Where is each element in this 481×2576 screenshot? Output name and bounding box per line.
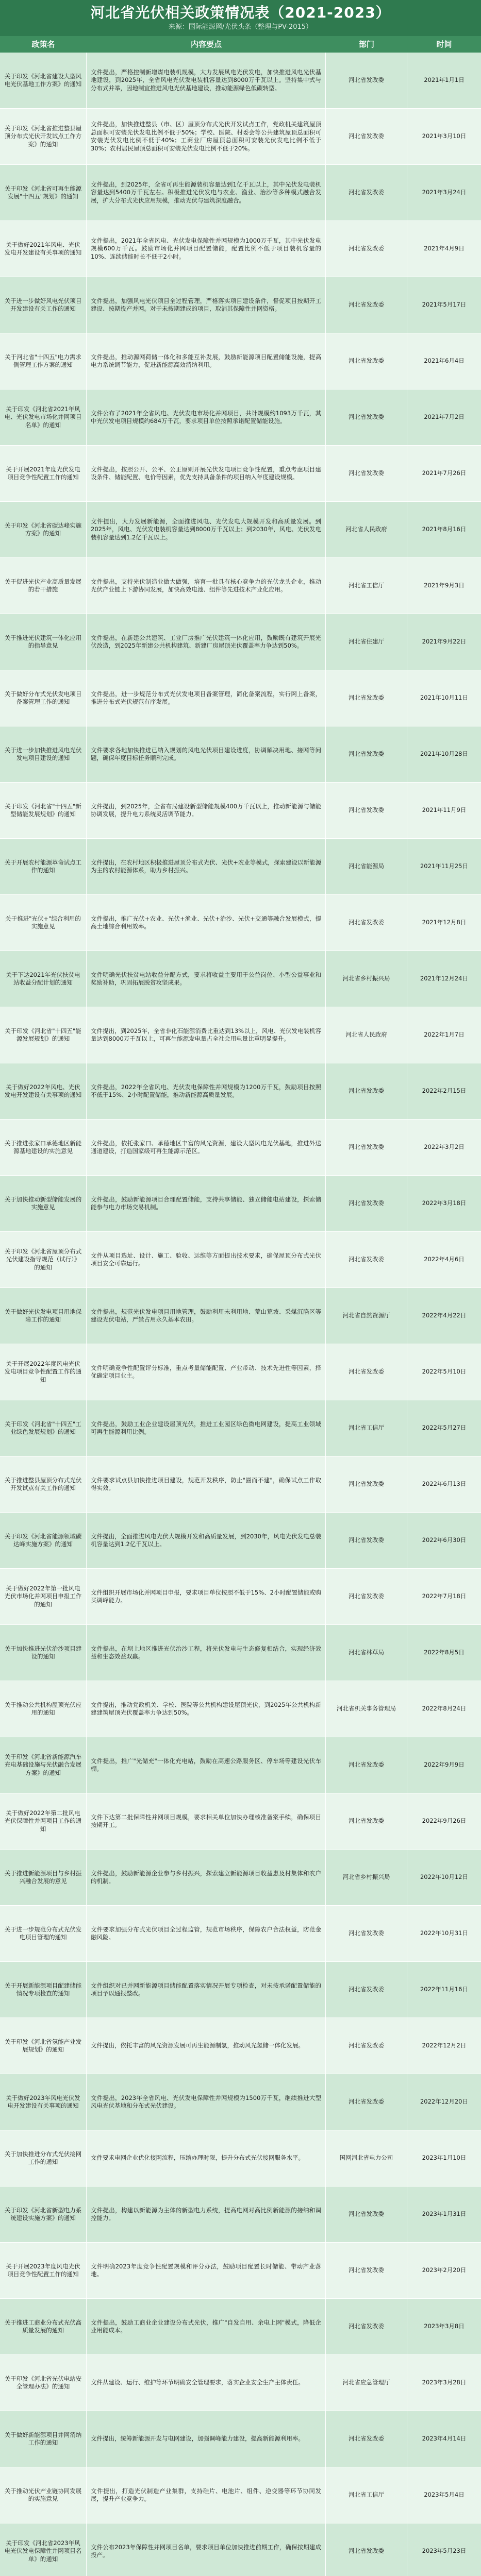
policy-content: 文件提出，依托张家口、承德地区丰富的风光资源，建设大型风电光伏基地，推进外送通道建设，打造国家级可再生能源示范区。 — [87, 1120, 326, 1175]
policy-dept: 河北省工信厅 — [326, 1400, 407, 1456]
table-row — [0, 1793, 481, 1850]
policy-content: 文件明确2023年度竞争性配置规模和评分办法，鼓励项目配置长时储能、带动产业落地。 — [87, 2243, 326, 2298]
policy-time: 2022年5月10日 — [422, 1368, 467, 1376]
policy-time: 2022年12月2日 — [422, 2042, 467, 2049]
policy-dept: 河北省发改委 — [326, 389, 407, 445]
policy-name: 关于印发《河北省2023年风电光伏发电保障性并网项目名单》的通知 — [0, 2523, 87, 2576]
policy-content: 文件提出，推动党政机关、学校、医院等公共机构建设屋顶光伏，到2025年公共机构新建建筑屋顶光伏覆盖率力争达到50%。 — [87, 1681, 326, 1737]
table-row — [0, 558, 481, 614]
policy-content: 文件提出，鼓励新能源项目合理配置储能，支持共享储能、独立储能电站建设，探索储能参与电力市场交易机制。 — [87, 1176, 326, 1231]
policy-dept: 河北省发改委 — [326, 1906, 407, 1961]
table-row — [0, 109, 481, 165]
policy-content: 文件提出，在农村地区积极推进屋顶分布式光伏、光伏+农业等模式，探索建设以新能源为主的农村能源体系，助力乡村振兴。 — [87, 839, 326, 894]
policy-time: 2022年3月2日 — [424, 1143, 465, 1151]
policy-time: 2023年5月4日 — [424, 2491, 465, 2499]
policy-content: 文件提出，加快推进整县（市、区）屋顶分布式光伏开发试点工作，党政机关建筑屋顶总面积可安装光伏发电比例不低于50%；学校、医院、村委会等公共建筑屋顶总面积可安装光伏发电比例不低于40%；工商业厂房屋顶总面积可安装光伏发电比例不低于30%；农村居民屋顶总面积可安装光伏发电比例不低于20%。 — [87, 109, 326, 164]
table-row — [0, 726, 481, 783]
policy-dept: 河北省发改委 — [326, 1456, 407, 1512]
policy-dept: 河北省工信厅 — [326, 2467, 407, 2523]
policy-name: 关于加快推进分布式光伏接网工作的通知 — [0, 2130, 87, 2186]
table-row — [0, 783, 481, 839]
table-row — [0, 951, 481, 1007]
page-title: 河北省光伏相关政策情况表（2021-2023） — [90, 4, 391, 21]
table-row — [0, 165, 481, 221]
column-header-time: 时间 — [436, 40, 452, 49]
table-row — [0, 1569, 481, 1625]
policy-dept: 河北省人民政府 — [326, 502, 407, 557]
policy-time: 2022年9月9日 — [424, 1761, 465, 1769]
policy-dept: 河北省林草局 — [326, 1625, 407, 1681]
policy-name: 关于印发《河北省新型电力系统建设实施方案》的通知 — [0, 2187, 87, 2242]
policy-dept: 河北省发改委 — [326, 895, 407, 951]
policy-name: 关于进一步加快推进风电光伏发电项目建设的通知 — [0, 726, 87, 782]
policy-time: 2021年7月26日 — [422, 469, 467, 477]
table-row — [0, 1232, 481, 1288]
policy-content: 文件提出，大力发展新能源，全面推进风电、光伏发电大规模开发和高质量发展。到2025年，风电、光伏发电装机容量达到8000万千瓦以上；到2030年，风电、光伏发电装机容量达到1.2亿千瓦以上。 — [87, 502, 326, 557]
policy-time: 2021年9月3日 — [424, 582, 465, 589]
policy-name: 关于印发《河北省"十四五"能源发展规划》的通知 — [0, 1007, 87, 1063]
policy-name: 关于开展新能源项目配建储能情况专项检查的通知 — [0, 1962, 87, 2018]
policy-dept: 河北省发改委 — [326, 165, 407, 221]
table-row — [0, 333, 481, 389]
policy-content: 文件提出，2022年全省风电、光伏发电保障性并网规模为1200万千瓦，鼓励项目按照不低于15%、2小时配置储能，推动新能源高质量发展。 — [87, 1063, 326, 1119]
table-row — [0, 2130, 481, 2187]
policy-content: 文件提出，规范光伏发电项目用地管理，鼓励利用未利用地、荒山荒坡、采煤沉陷区等建设光伏电站，严禁占用永久基本农田。 — [87, 1288, 326, 1344]
table-row — [0, 2018, 481, 2074]
policy-dept: 河北省发改委 — [326, 1176, 407, 1231]
policy-time: 2022年10月12日 — [420, 1873, 469, 1881]
policy-dept: 河北省乡村振兴局 — [326, 1850, 407, 1905]
policy-time: 2023年5月23日 — [422, 2547, 467, 2555]
policy-name: 关于推进张家口承德地区新能源基地建设的实施意见 — [0, 1120, 87, 1175]
policy-name: 关于推进光伏建筑一体化应用的指导意见 — [0, 614, 87, 670]
policy-name: 关于开展2023年度风电光伏项目竞争性配置工作的通知 — [0, 2243, 87, 2298]
policy-rows — [0, 53, 481, 2576]
policy-dept: 河北省发改委 — [326, 2018, 407, 2074]
table-row — [0, 1625, 481, 1681]
policy-dept: 河北省发改委 — [326, 2523, 407, 2576]
policy-time: 2022年3月18日 — [422, 1199, 467, 1207]
policy-content: 文件公布了2021年全省风电、光伏发电市场化并网项目，共计规模约1093万千瓦，其中光伏发电项目规模约684万千瓦，要求项目单位按照承诺配置储能设施。 — [87, 389, 326, 445]
policy-name: 关于进一步规范分布式光伏发电项目管理的通知 — [0, 1906, 87, 1961]
policy-name: 关于做好光伏发电项目用地保障工作的通知 — [0, 1288, 87, 1344]
policy-content: 文件提出，全面推进风电光伏大规模开发和高质量发展，到2030年，风电光伏发电总装机容量达到1.2亿千瓦以上。 — [87, 1513, 326, 1568]
policy-content: 文件提出，推广"光储充"一体化充电站，鼓励在高速公路服务区、停车场等建设光伏车棚。 — [87, 1737, 326, 1793]
policy-content: 文件要求电网企业优化接网流程，压缩办理时限，提升分布式光伏接网服务水平。 — [87, 2130, 326, 2186]
policy-time: 2022年12月20日 — [420, 2098, 469, 2106]
policy-dept: 河北省发改委 — [326, 1793, 407, 1849]
policy-time: 2021年5月17日 — [422, 301, 467, 309]
policy-dept: 河北省发改委 — [326, 1063, 407, 1119]
policy-time: 2021年4月9日 — [424, 245, 465, 252]
policy-time: 2022年4月6日 — [424, 1256, 465, 1263]
policy-time: 2021年8月16日 — [422, 526, 467, 533]
policy-content: 文件提出，推动源网荷储一体化和多能互补发展，鼓励新能源项目配置储能设施，提高电力系统调节能力，促进新能源高效消纳利用。 — [87, 333, 326, 389]
policy-time: 2023年1月10日 — [422, 2154, 467, 2162]
policy-name: 关于开展2021年度光伏发电项目竞争性配置工作的通知 — [0, 446, 87, 501]
policy-time: 2021年9月22日 — [422, 638, 467, 646]
table-header — [0, 0, 481, 36]
table-row — [0, 1456, 481, 1513]
table-row — [0, 2243, 481, 2299]
policy-dept: 河北省住建厅 — [326, 614, 407, 670]
policy-content: 文件提出，推广光伏+农业、光伏+渔业、光伏+治沙、光伏+交通等融合发展模式，提高土地综合利用效率。 — [87, 895, 326, 951]
policy-content: 文件提出，严格控制新增煤电装机规模，大力发展风电光伏发电，加快推进风电光伏基地建设，到2025年，全省风电光伏发电装机容量达到8000万千瓦以上。坚持集中式与分布式并举，因地制宜推进风电光伏基地建设，推动能源绿色低碳转型。 — [87, 53, 326, 108]
policy-name: 关于加快推进光伏治沙项目建设的通知 — [0, 1625, 87, 1681]
table-row — [0, 1120, 481, 1176]
column-header-content: 内容要点 — [190, 40, 222, 49]
policy-time: 2023年3月8日 — [424, 2323, 465, 2330]
policy-time: 2022年6月13日 — [422, 1480, 467, 1488]
policy-dept: 河北省发改委 — [326, 2187, 407, 2242]
policy-name: 关于做好2022年第二批风电光伏保障性并网项目工作的通知 — [0, 1793, 87, 1849]
table-row — [0, 1737, 481, 1793]
policy-time: 2023年3月28日 — [422, 2379, 467, 2386]
policy-content: 文件提出，到2025年，全省可再生能源装机容量达到1亿千瓦以上，其中光伏发电装机容量达到5400万千瓦左右。积极推进光伏发电与农业、渔业、治沙等多种模式融合发展，扩大分布式光伏应用规模，推动光伏与建筑深度融合。 — [87, 165, 326, 221]
policy-time: 2021年12月24日 — [420, 975, 469, 982]
policy-content: 文件提出，按照公开、公平、公正原则开展光伏发电项目竞争性配置，重点考虑项目建设条件、储能配置、电价等因素，优先支持具备条件的项目纳入年度建设规模。 — [87, 446, 326, 501]
policy-dept: 河北省发改委 — [326, 446, 407, 501]
policy-name: 关于开展农村能源革命试点工作的通知 — [0, 839, 87, 894]
policy-name: 关于印发《河北省屋顶分布式光伏建设指导规范（试行）》的通知 — [0, 1232, 87, 1287]
policy-name: 关于河北省"十四五"电力需求侧管理工作方案的通知 — [0, 333, 87, 389]
table-row — [0, 2411, 481, 2467]
table-row — [0, 670, 481, 726]
policy-content: 文件提出，打造光伏制造产业集群，支持硅片、电池片、组件、逆变器等环节协同发展，提升产业竞争力。 — [87, 2467, 326, 2523]
policy-name: 关于推动公共机构屋顶光伏应用的通知 — [0, 1681, 87, 1737]
table-row — [0, 1288, 481, 1344]
policy-dept: 河北省乡村振兴局 — [326, 951, 407, 1007]
policy-content: 文件提出，鼓励工商业企业建设分布式光伏，推广"自发自用、余电上网"模式，降低企业用能成本。 — [87, 2299, 326, 2354]
policy-name: 关于做好2022年第一批风电光伏市场化并网项目申报工作的通知 — [0, 1569, 87, 1624]
policy-time: 2021年3月24日 — [422, 189, 467, 196]
policy-dept: 河北省发改委 — [326, 1120, 407, 1175]
policy-content: 文件明确竞争性配置评分标准，重点考量储能配置、产业带动、技术先进性等因素，择优确定项目业主。 — [87, 1344, 326, 1400]
policy-name: 关于印发《河北省可再生能源发展"十四五"规划》的通知 — [0, 165, 87, 221]
policy-time: 2022年8月5日 — [424, 1649, 465, 1656]
policy-time: 2021年12月8日 — [422, 919, 467, 926]
policy-dept: 河北省发改委 — [326, 109, 407, 164]
policy-name: 关于做好2021年风电、光伏发电开发建设有关事项的通知 — [0, 221, 87, 277]
policy-time: 2022年2月15日 — [422, 1087, 467, 1095]
policy-dept: 河北省发改委 — [326, 2411, 407, 2467]
policy-content: 文件提出，在坝上地区推进光伏治沙工程，将光伏发电与生态修复相结合，实现经济效益和生态效益双赢。 — [87, 1625, 326, 1681]
policy-name: 关于印发《河北省氢能产业发展规划》的通知 — [0, 2018, 87, 2074]
policy-name: 关于做好2023年风电光伏发电开发建设有关事项的通知 — [0, 2074, 87, 2130]
policy-dept: 河北省发改委 — [326, 1344, 407, 1400]
table-row — [0, 1007, 481, 1063]
policy-name: 关于印发《河北省"十四五"新型储能发展规划》的通知 — [0, 783, 87, 838]
policy-content: 文件要求加强分布式光伏项目全过程监管，规范市场秩序，保障农户合法权益，防范金融风险。 — [87, 1906, 326, 1961]
policy-dept: 河北省发改委 — [326, 1962, 407, 2018]
column-header-dept: 部门 — [358, 40, 374, 49]
policy-content: 文件下达第二批保障性并网项目规模，要求相关单位加快办理核准备案手续，确保项目按期开工。 — [87, 1793, 326, 1849]
table-row — [0, 2467, 481, 2523]
table-row — [0, 614, 481, 670]
policy-dept: 河北省发改委 — [326, 2243, 407, 2298]
policy-dept: 国网河北省电力公司 — [326, 2130, 407, 2186]
policy-content: 文件提出，2021年全省风电、光伏发电保障性并网规模为1000万千瓦，其中光伏发电规模600万千瓦。鼓励市场化并网项目配置储能，配置比例不低于项目装机容量的10%、连续储能时长不低于2小时。 — [87, 221, 326, 277]
policy-name: 关于印发《河北省建设大型风电光伏基地工作方案》的通知 — [0, 53, 87, 108]
policy-time: 2022年4月22日 — [422, 1312, 467, 1319]
policy-time: 2023年2月20日 — [422, 2266, 467, 2274]
policy-content: 文件要求试点县加快推进项目建设，规范开发秩序，防止"圈而不建"，确保试点工作取得实效。 — [87, 1456, 326, 1512]
table-row — [0, 221, 481, 277]
source-note: 来源：国际能源网/光伏头条（整理与PV-2015） — [168, 23, 313, 31]
policy-content: 文件明确光伏扶贫电站收益分配方式，要求将收益主要用于公益岗位、小型公益事业和奖励补助，巩固拓展脱贫攻坚成果。 — [87, 951, 326, 1007]
table-row — [0, 2355, 481, 2411]
policy-content: 文件提出，2023年全省风电、光伏发电保障性并网规模为1500万千瓦，继续推进大型风电光伏基地和分布式光伏建设。 — [87, 2074, 326, 2130]
table-row — [0, 446, 481, 502]
table-row — [0, 2074, 481, 2130]
policy-dept: 河北省工信厅 — [326, 558, 407, 614]
policy-time: 2021年10月11日 — [420, 694, 469, 702]
policy-time: 2022年9月26日 — [422, 1817, 467, 1825]
policy-content: 文件提出，支持光伏制造业做大做强，培育一批具有核心竞争力的光伏龙头企业，推动光伏产业链上下游协同发展，加快高效电池、组件等先进技术产业化应用。 — [87, 558, 326, 614]
policy-name: 关于开展2022年度风电光伏发电项目竞争性配置工作的通知 — [0, 1344, 87, 1400]
policy-dept: 河北省发改委 — [326, 2299, 407, 2354]
policy-dept: 河北省发改委 — [326, 783, 407, 838]
policy-name: 关于印发《河北省碳达峰实施方案》的通知 — [0, 502, 87, 557]
table-row — [0, 53, 481, 109]
policy-name: 关于印发《河北省2021年风电、光伏发电市场化并网项目名单》的通知 — [0, 389, 87, 445]
policy-dept: 河北省机关事务管理局 — [326, 1681, 407, 1737]
table-row — [0, 1962, 481, 2018]
policy-dept: 河北省发改委 — [326, 333, 407, 389]
policy-time: 2021年1月1日 — [424, 76, 465, 84]
table-row — [0, 2187, 481, 2243]
policy-content: 文件提出，鼓励新能源企业参与乡村振兴，探索建立新能源项目收益惠及村集体和农户的机制。 — [87, 1850, 326, 1905]
policy-name: 关于推进新能源项目与乡村振兴融合发展的意见 — [0, 1850, 87, 1905]
table-row — [0, 1063, 481, 1120]
table-row — [0, 502, 481, 558]
policy-time: 2023年1月31日 — [422, 2210, 467, 2218]
policy-dept: 河北省发改委 — [326, 670, 407, 726]
policy-name: 关于推进工商业分布式光伏高质量发展的通知 — [0, 2299, 87, 2354]
policy-name: 关于进一步做好风电光伏项目开发建设有关工作的通知 — [0, 277, 87, 333]
policy-time: 2021年6月4日 — [424, 357, 465, 365]
policy-time: 2022年7月18日 — [422, 1592, 467, 1600]
policy-time: 2022年6月30日 — [422, 1536, 467, 1544]
policy-time: 2022年1月7日 — [424, 1031, 465, 1039]
table-row — [0, 2299, 481, 2355]
policy-content: 文件提出，构建以新能源为主体的新型电力系统，提高电网对高比例新能源的接纳和调控能力。 — [87, 2187, 326, 2242]
policy-time: 2022年8月24日 — [422, 1705, 467, 1713]
policy-content: 文件提出，依托丰富的风光资源发展可再生能源制氢，推动风光氢储一体化发展。 — [87, 2018, 326, 2074]
table-row — [0, 1681, 481, 1737]
policy-dept: 河北省发改委 — [326, 53, 407, 108]
table-row — [0, 1906, 481, 1962]
policy-content: 文件提出，加强风电光伏项目全过程管理，严格落实项目建设条件，督促项目按期开工建设、按期投产并网。对于未按期建成的项目，取消其保障性并网资格。 — [87, 277, 326, 333]
policy-dept: 河北省发改委 — [326, 2074, 407, 2130]
table-row — [0, 1176, 481, 1232]
table-row — [0, 1513, 481, 1569]
policy-time: 2021年3月10日 — [422, 132, 467, 140]
table-row — [0, 2523, 481, 2576]
policy-dept: 河北省人民政府 — [326, 1007, 407, 1063]
policy-dept: 河北省能源局 — [326, 839, 407, 894]
policy-name: 关于印发《河北省能源领域碳达峰实施方案》的通知 — [0, 1513, 87, 1568]
policy-content: 文件从项目选址、设计、施工、验收、运维等方面提出技术要求，确保屋顶分布式光伏项目安全可靠运行。 — [87, 1232, 326, 1287]
table-row — [0, 389, 481, 446]
policy-name: 关于印发《河北省推进整县屋顶分布式光伏开发试点工作方案》的通知 — [0, 109, 87, 164]
policy-time: 2023年4月14日 — [422, 2435, 467, 2443]
column-header-row — [0, 36, 481, 53]
table-row — [0, 1400, 481, 1456]
policy-name: 关于做好新能源项目并网消纳工作的通知 — [0, 2411, 87, 2467]
policy-name: 关于加快推动新型储能发展的实施意见 — [0, 1176, 87, 1231]
policy-time: 2021年11月9日 — [422, 806, 467, 814]
policy-name: 关于做好2022年风电、光伏发电开发建设有关事项的通知 — [0, 1063, 87, 1119]
policy-content: 文件提出，统筹新能源开发与电网建设，加强调峰能力建设，提高新能源利用率。 — [87, 2411, 326, 2467]
policy-time: 2021年11月25日 — [420, 862, 469, 870]
policy-content: 文件组织开展市场化并网项目申报，要求项目单位按照不低于15%、2小时配置储能或购买调峰能力。 — [87, 1569, 326, 1624]
policy-time: 2022年5月27日 — [422, 1424, 467, 1432]
policy-name: 关于印发《河北省光伏电站安全管理办法》的通知 — [0, 2355, 87, 2411]
policy-content: 文件提出，在新建公共建筑、工业厂房推广光伏建筑一体化应用，鼓励既有建筑开展光伏改造，到2025年新建公共机构建筑、新建厂房屋顶光伏覆盖率力争达到50%。 — [87, 614, 326, 670]
policy-time: 2021年7月2日 — [424, 413, 465, 421]
policy-name: 关于推进整县屋顶分布式光伏开发试点有关工作的通知 — [0, 1456, 87, 1512]
policy-name: 关于印发《河北省"十四五"工业绿色发展规划》的通知 — [0, 1400, 87, 1456]
policy-dept: 河北省应急管理厅 — [326, 2355, 407, 2411]
policy-name: 关于推进"光伏+"综合利用的实施意见 — [0, 895, 87, 951]
policy-dept: 河北省自然资源厅 — [326, 1288, 407, 1344]
policy-name: 关于印发《河北省新能源汽车充电基础设施与光伏融合发展方案》的通知 — [0, 1737, 87, 1793]
policy-name: 关于推动光伏产业链协同发展的实施意见 — [0, 2467, 87, 2523]
policy-dept: 河北省发改委 — [326, 1737, 407, 1793]
table-row — [0, 839, 481, 895]
policy-content: 文件要求各地加快推进已纳入规划的风电光伏项目建设进度，协调解决用地、接网等问题，确保年度目标任务顺利完成。 — [87, 726, 326, 782]
table-row — [0, 895, 481, 951]
table-row — [0, 1850, 481, 1906]
policy-name: 关于做好分布式光伏发电项目备案管理工作的通知 — [0, 670, 87, 726]
policy-content: 文件提出，鼓励工业企业建设屋顶光伏，推进工业园区绿色微电网建设，提高工业领域可再生能源利用比例。 — [87, 1400, 326, 1456]
policy-dept: 河北省发改委 — [326, 1232, 407, 1287]
policy-time: 2022年10月31日 — [420, 1929, 469, 1937]
policy-content: 文件提出，进一步规范分布式光伏发电项目备案管理，简化备案流程，实行网上备案，推进分布式光伏规范有序发展。 — [87, 670, 326, 726]
policy-dept: 河北省发改委 — [326, 726, 407, 782]
policy-content: 文件提出，到2025年，全省非化石能源消费比重达到13%以上，风电、光伏发电装机容量达到8000万千瓦以上，可再生能源发电量占全社会用电量比重明显提升。 — [87, 1007, 326, 1063]
column-header-name: 政策名 — [31, 40, 55, 49]
policy-name: 关于促进光伏产业高质量发展的若干措施 — [0, 558, 87, 614]
policy-content: 文件从建设、运行、维护等环节明确安全管理要求，落实企业安全生产主体责任。 — [87, 2355, 326, 2411]
table-row — [0, 277, 481, 333]
policy-content: 文件提出，到2025年，全省布局建设新型储能规模400万千瓦以上，推动新能源与储能协调发展，提升电力系统灵活调节能力。 — [87, 783, 326, 838]
policy-content: 文件公布2023年保障性并网项目名单，要求项目单位加快推进前期工作，确保按期建成投产。 — [87, 2523, 326, 2576]
policy-dept: 河北省发改委 — [326, 221, 407, 277]
policy-content: 文件组织对已并网新能源项目储能配置落实情况开展专项检查，对未按承诺配置储能的项目予以通报整改。 — [87, 1962, 326, 2018]
policy-dept: 河北省发改委 — [326, 277, 407, 333]
policy-dept: 河北省发改委 — [326, 1513, 407, 1568]
policy-time: 2022年11月16日 — [420, 1986, 469, 1993]
policy-dept: 河北省发改委 — [326, 1569, 407, 1624]
policy-name: 关于下达2021年光伏扶贫电站收益分配计划的通知 — [0, 951, 87, 1007]
table-row — [0, 1344, 481, 1400]
policy-time: 2021年10月28日 — [420, 750, 469, 758]
